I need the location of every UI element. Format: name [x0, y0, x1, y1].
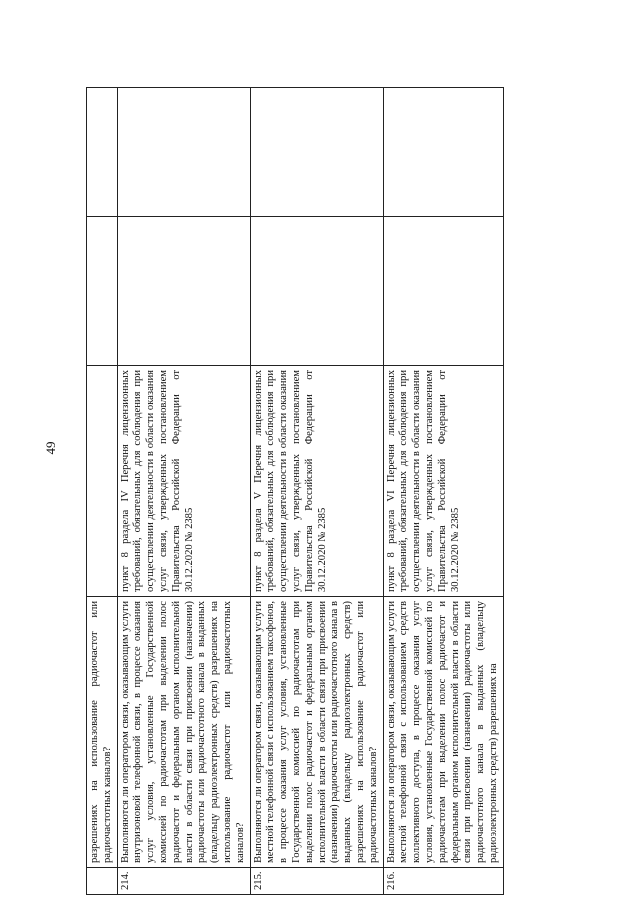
reference-cell: пункт 8 раздела VI Перечня лицензионных требований, обязательных для соблюдения при осуществлении деятельности в области оказания услуг связи, утвержденных постановлением Правительства Российской Федерации от 30.12.2020 № 2385 — [383, 366, 503, 597]
question-cell: Выполняются ли оператором связи, оказывающим услуги местной телефонной связи с использованием средств коллективного доступа, в процессе оказания услуг условия, установленные Государственной комиссией по радиочастотам при выделении полос радиочастот и федеральным органом исполнительной власти в области связи при присвоении (назначении) радиочастоты или радиочастотного канала в выданных (владельцу радиоэлектронных средств) разрешениях на — [383, 597, 503, 868]
row-number: 214. — [117, 868, 250, 895]
question-cell: Выполняются ли оператором связи, оказывающим услуги местной телефонной связи с использованием таксофонов, в процессе оказания услуг условия, установленные Государственной комиссией по радиочастотам при выделении полос радиочастот и федеральным органом исполнительной власти в области связи при присвоении (назначении) радиочастоты или радиочастотного канала в выданных (владельцу радиоэлектронных средств) разрешениях на использование радиочастот или радиочастотных каналов? — [250, 597, 383, 868]
reference-cell — [87, 366, 118, 597]
table-row — [250, 88, 383, 895]
empty-cell — [87, 217, 118, 366]
reference-cell: пункт 8 раздела V Перечня лицензионных требований, обязательных для соблюдения при осуществлении деятельности в области оказания услуг связи, утвержденных постановлением Правительства Российской Федерации от 30.12.2020 № 2385 — [250, 366, 383, 597]
row-number: 215. — [250, 868, 383, 895]
table-row — [117, 88, 250, 895]
row-number: 216. — [383, 868, 503, 895]
rotated-table-wrapper — [86, 0, 606, 905]
empty-cell — [383, 88, 503, 217]
question-cell: разрешениях на использование радиочастот или радиочастотных каналов? — [87, 597, 118, 868]
reference-cell: пункт 8 раздела IV Перечня лицензионных требований, обязательных для соблюдения при осуществлении деятельности в области оказания услуг связи, утвержденных постановлением Правительства Российской Федерации от 30.12.2020 № 2385 — [117, 366, 250, 597]
requirements-table — [86, 87, 504, 895]
empty-cell — [87, 88, 118, 217]
empty-cell — [250, 217, 383, 366]
empty-cell — [117, 88, 250, 217]
empty-cell — [250, 88, 383, 217]
row-number — [87, 868, 118, 895]
question-cell: Выполняются ли оператором связи, оказывающим услуги внутризоновой телефонной связи, в процессе оказания услуг условия, установленные Государственной комиссией по радиочастотам при выделении полос радиочастот и федеральным органом исполнительной власти в области связи при присвоении (назначении) радиочастоты или радиочастотного канала в выданных (владельцу радиоэлектронных средств) разрешениях на использование радиочастот или радиочастотных каналов? — [117, 597, 250, 868]
empty-cell — [117, 217, 250, 366]
table-row — [383, 88, 503, 895]
table-row — [87, 88, 118, 895]
empty-cell — [383, 217, 503, 366]
page-number: 49 — [43, 441, 58, 455]
